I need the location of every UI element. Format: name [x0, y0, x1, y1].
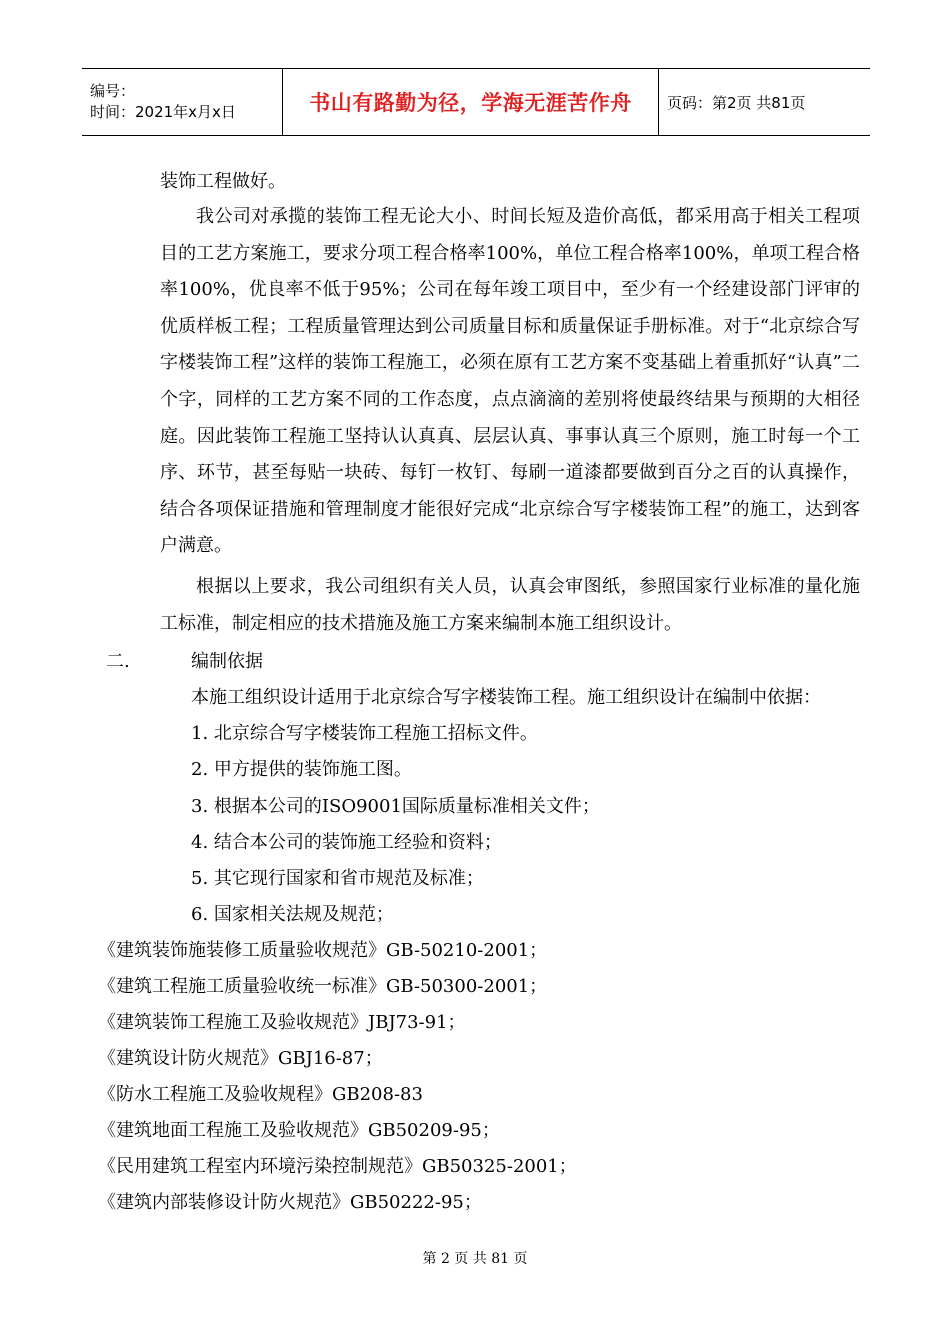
page-info-text: 页码：第2页 共81页: [667, 93, 806, 112]
basis-item: 1. 北京综合写字楼装饰工程施工招标文件。: [191, 723, 538, 744]
basis-item: 5. 其它现行国家和省市规范及标准；: [191, 868, 484, 889]
time-label: 时间：2021年x月x日: [90, 103, 236, 121]
standard-item: 《建筑地面工程施工及验收规范》GB50209-95；: [98, 1120, 500, 1141]
section-title: 编制依据: [191, 651, 263, 672]
paragraph-quality: 我公司对承揽的装饰工程无论大小、时间长短及造价高低，都采用高于相关工程项目的工艺方案施工，要求分项工程合格率100%，单位工程合格率100%，单项工程合格率100%，优良率不低于95%；公司在每年竣工项目中，至少有一个经建设部门评审的优质样板工程；工程质量管理达到公司质量目标和质量保证手册标准。对于“北京综合写字楼装饰工程”这样的装饰工程施工，必须在原有工艺方案不变基础上着重抓好“认真”二个字，同样的工艺方案不同的工作态度，点点滴滴的差别将使最终结果与预期的大相径庭。因此装饰工程施工坚持认认真真、层层认真、事事认真三个原则，施工时每一个工序、环节，甚至每贴一块砖、每钉一枚钉、每刷一道漆都要做到百分之百的认真操作，结合各项保证措施和管理制度才能很好完成“北京综合写字楼装饰工程”的施工，达到客户满意。: [160, 206, 860, 557]
continuation-line: 装饰工程做好。: [160, 171, 286, 192]
page-header: [82, 68, 870, 136]
basis-item: 2. 甲方提供的装饰施工图。: [191, 759, 412, 780]
header-page-info: [659, 69, 870, 135]
basis-item: 4. 结合本公司的装饰施工经验和资料；: [191, 832, 502, 853]
motto-text: 书山有路勤为径，学海无涯苦作舟: [309, 91, 632, 115]
standard-item: 《防水工程施工及验收规程》GB208-83: [98, 1084, 423, 1105]
standard-item: 《建筑装饰工程施工及验收规范》JBJ73-91；: [98, 1012, 466, 1033]
page-footer: 第 2 页 共 81 页: [422, 1251, 528, 1267]
standard-item: 《民用建筑工程室内环境污染控制规范》GB50325-2001；: [98, 1156, 577, 1177]
standard-item: 《建筑装饰施装修工质量验收规范》GB-50210-2001；: [98, 940, 548, 961]
header-meta: [82, 69, 283, 135]
standard-item: 《建筑设计防火规范》GBJ16-87；: [98, 1048, 383, 1069]
section-number: 二.: [106, 651, 130, 672]
serial-label: 编号：: [90, 82, 136, 100]
header-motto-cell: [283, 69, 659, 135]
standard-item: 《建筑内部装修设计防火规范》GB50222-95；: [98, 1192, 482, 1213]
paragraph-requirements: 根据以上要求，我公司组织有关人员，认真会审图纸，参照国家行业标准的量化施工标准，制定相应的技术措施及施工方案来编制本施工组织设计。: [160, 576, 860, 634]
basis-item: 3. 根据本公司的ISO9001国际质量标准相关文件；: [191, 796, 600, 817]
section-intro: 本施工组织设计适用于北京综合写字楼装饰工程。施工组织设计在编制中依据：: [191, 687, 821, 708]
standard-item: 《建筑工程施工质量验收统一标准》GB-50300-2001；: [98, 976, 548, 997]
basis-item: 6. 国家相关法规及规范；: [191, 904, 394, 925]
